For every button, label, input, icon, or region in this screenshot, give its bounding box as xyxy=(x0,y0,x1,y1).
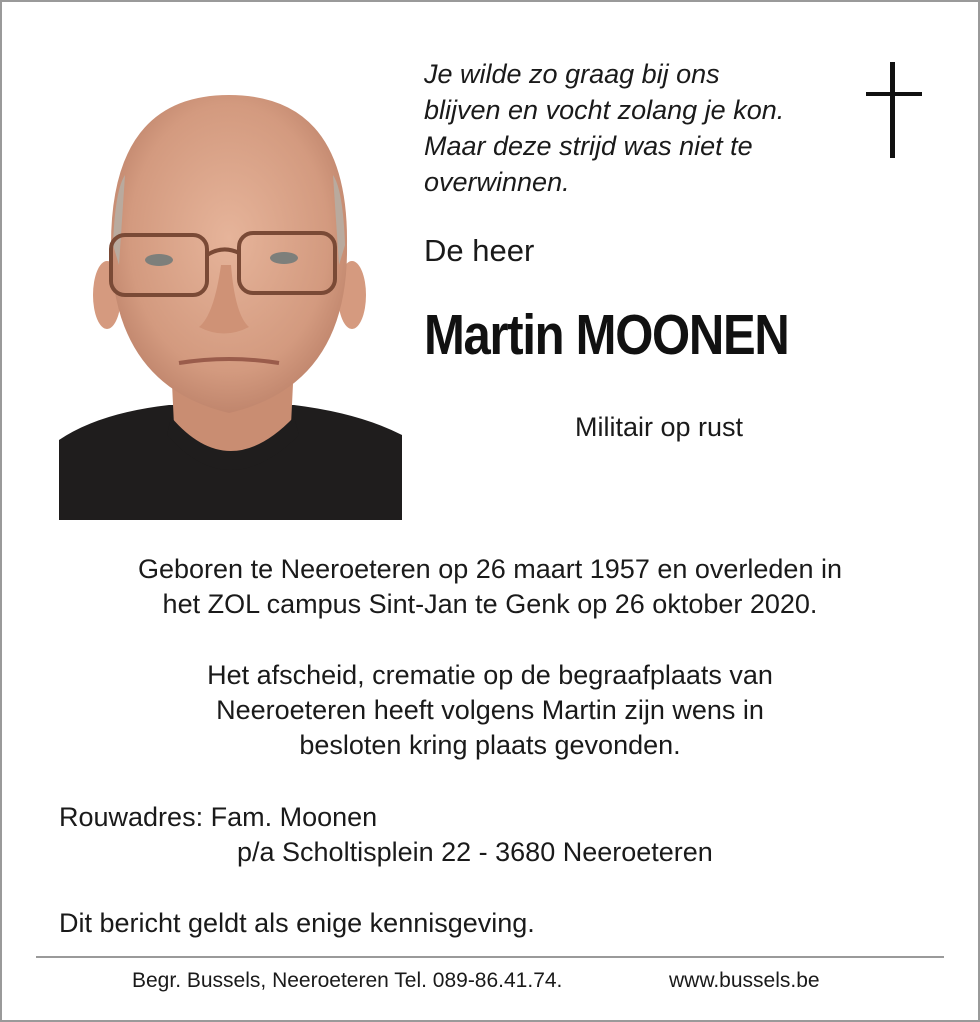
verse-line: Maar deze strijd was niet te xyxy=(424,131,753,161)
deceased-name: Martin MOONEN xyxy=(424,303,789,367)
farewell-paragraph xyxy=(40,658,940,763)
portrait-photo xyxy=(59,95,402,520)
undertaker-contact: Begr. Bussels, Neeroeteren Tel. 089-86.41.74. xyxy=(132,969,563,992)
website-link[interactable]: www.bussels.be xyxy=(669,969,820,992)
mourning-address-line: p/a Scholtisplein 22 - 3680 Neeroeteren xyxy=(237,837,713,867)
paragraph-line: het ZOL campus Sint-Jan te Genk op 26 oktober 2020. xyxy=(162,589,818,619)
verse-line: Je wilde zo graag bij ons xyxy=(424,59,720,89)
memorial-verse xyxy=(424,56,854,200)
verse-line: blijven en vocht zolang je kon. xyxy=(424,95,785,125)
closing-note: Dit bericht geldt als enige kennisgeving. xyxy=(59,908,535,938)
honorific-title: De heer xyxy=(424,233,535,268)
paragraph-line: Het afscheid, crematie op de begraafplaats van xyxy=(207,660,773,690)
verse-line: overwinnen. xyxy=(424,167,570,197)
cross-icon xyxy=(866,62,922,160)
occupation: Militair op rust xyxy=(575,412,744,442)
paragraph-line: Neeroeteren heeft volgens Martin zijn wens in xyxy=(216,695,764,725)
mourning-address-label: Rouwadres: Fam. Moonen xyxy=(59,802,378,832)
footer-divider xyxy=(36,956,944,958)
paragraph-line: Geboren te Neeroeteren op 26 maart 1957 en overleden in xyxy=(138,554,842,584)
birth-death-paragraph xyxy=(40,552,940,622)
paragraph-line: besloten kring plaats gevonden. xyxy=(299,730,681,760)
